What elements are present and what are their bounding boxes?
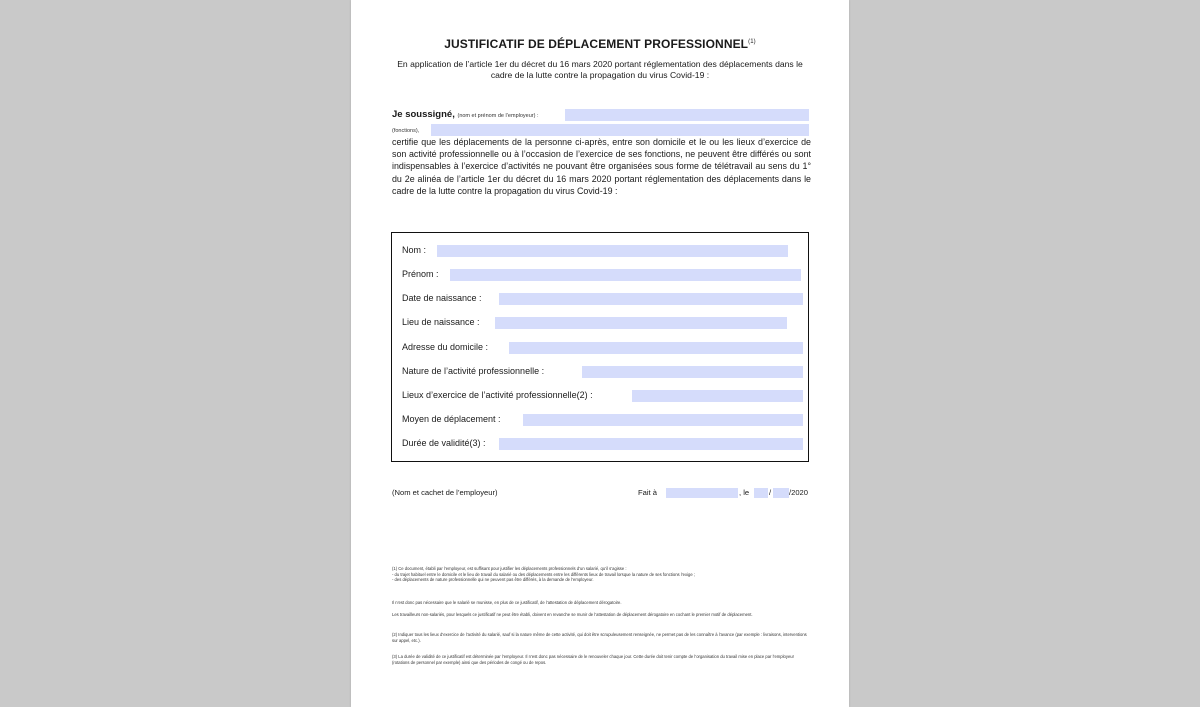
field-fait-a[interactable] [666, 488, 738, 498]
employer-label [392, 109, 539, 120]
le-label: , le [739, 488, 750, 497]
signature-line [638, 488, 657, 497]
footnote-3: (3) La durée de validité de ce justificatif est déterminée par l’employeur. Il n’est donc pas nécessaire de le renouveler chaque jour. Cette durée doit tenir compte de l’organisation du travail mise en place par l’employeur (rotations de personnel par exemple) ainsi que des périodes de congé ou de repos. [392, 654, 794, 665]
employer-label-text: Je soussigné, [392, 109, 455, 120]
label-lieu-naissance: Lieu de naissance : [402, 317, 480, 327]
label-lieux-exercice: Lieux d’exercice de l’activité professionnelle(2) : [402, 390, 593, 400]
title-footnote-ref: (1) [748, 39, 756, 45]
employer-stamp-label: (Nom et cachet de l’employeur) [392, 488, 498, 497]
footnote-1b: Il n’est donc pas nécessaire que le salarié se munisse, en plus de ce justificatif, de l’attestation de déplacement dérogatoire. [392, 600, 622, 605]
employer-hint: (nom et prénom de l’employeur) : [457, 113, 539, 119]
field-date-naissance[interactable] [499, 293, 803, 305]
employer-name-field[interactable] [565, 109, 809, 121]
label-adresse: Adresse du domicile : [402, 342, 489, 352]
footnote-1 [392, 566, 812, 583]
title-text: JUSTIFICATIF DE DÉPLACEMENT PROFESSIONNEL [444, 37, 749, 51]
footnote-2: (2) Indiquer tous les lieux d’exercice de l’activité du salarié, sauf si la nature même de cette activité, qui doit être scrupuleusement renseignée, ne permet pas de les connaître à l’avance (par exemple : livraisons, interventions sur appel, etc.). [392, 632, 807, 643]
footnote-1-line-3: - des déplacements de nature professionnelle qui ne peuvent pas être différés, à la demande de l’employeur. [392, 577, 594, 583]
field-month[interactable] [773, 488, 789, 498]
label-moyen-deplacement: Moyen de déplacement : [402, 414, 501, 424]
document-title [351, 37, 849, 51]
field-prenom[interactable] [450, 269, 801, 281]
field-duree-validite[interactable] [499, 438, 803, 450]
field-lieu-naissance[interactable] [495, 317, 787, 329]
label-date-naissance: Date de naissance : [402, 293, 482, 303]
year-label: /2020 [789, 488, 809, 497]
fait-a-label: Fait à [638, 488, 657, 497]
footnote-1c: Les travailleurs non-salariés, pour lesquels ce justificatif ne peut être établi, doivent en revanche se munir de l’attestation de déplacement dérogatoire en cochant le premier motif de déplacement. [392, 612, 753, 617]
field-adresse[interactable] [509, 342, 803, 354]
date-separator: / [769, 488, 772, 497]
certify-paragraph: certifie que les déplacements de la personne ci-après, entre son domicile et le ou les lieux d’exercice de son activité professionnelle ou à l’occasion de l’exercice de ses fonctions, ne peuvent être différés ou sont indispensables à l’exercice d’activités ne pouvant être organisées sous forme de télétravail au sens du 1° du 2e alinéa de l’article 1er du décret du 16 mars 2020 portant réglementation des déplacements dans le cadre de la lutte contre la propagation du virus Covid-19 : [392, 137, 811, 196]
label-duree-validite: Durée de validité(3) : [402, 438, 486, 448]
employer-functions-field[interactable] [431, 124, 809, 136]
label-nom: Nom : [402, 245, 427, 255]
footnote-1-line-1: (1) Ce document, établi par l’employeur, est suffisant pour justifier les déplacements professionnels d’un salarié, qu’il s’agisse : [392, 566, 627, 571]
employee-info-box [391, 232, 809, 462]
field-day[interactable] [754, 488, 768, 498]
field-lieux-exercice[interactable] [632, 390, 803, 402]
field-nom[interactable] [437, 245, 788, 257]
footnote-1-line-2: - du trajet habituel entre le domicile et le lieu de travail du salarié ou des déplacements entre les différents lieux de travail lorsque la nature de ses fonctions l’exige ; [392, 571, 695, 577]
functions-label: (fonctions), [392, 128, 420, 134]
document-page [351, 0, 849, 707]
field-moyen-deplacement[interactable] [523, 414, 803, 426]
label-prenom: Prénom : [402, 269, 439, 279]
document-subtitle: En application de l’article 1er du décret du 16 mars 2020 portant réglementation des déplacements dans le cadre de la lutte contre la propagation du virus Covid-19 : [397, 59, 803, 80]
label-nature-activite: Nature de l’activité professionnelle : [402, 366, 545, 376]
field-nature-activite[interactable] [582, 366, 803, 378]
